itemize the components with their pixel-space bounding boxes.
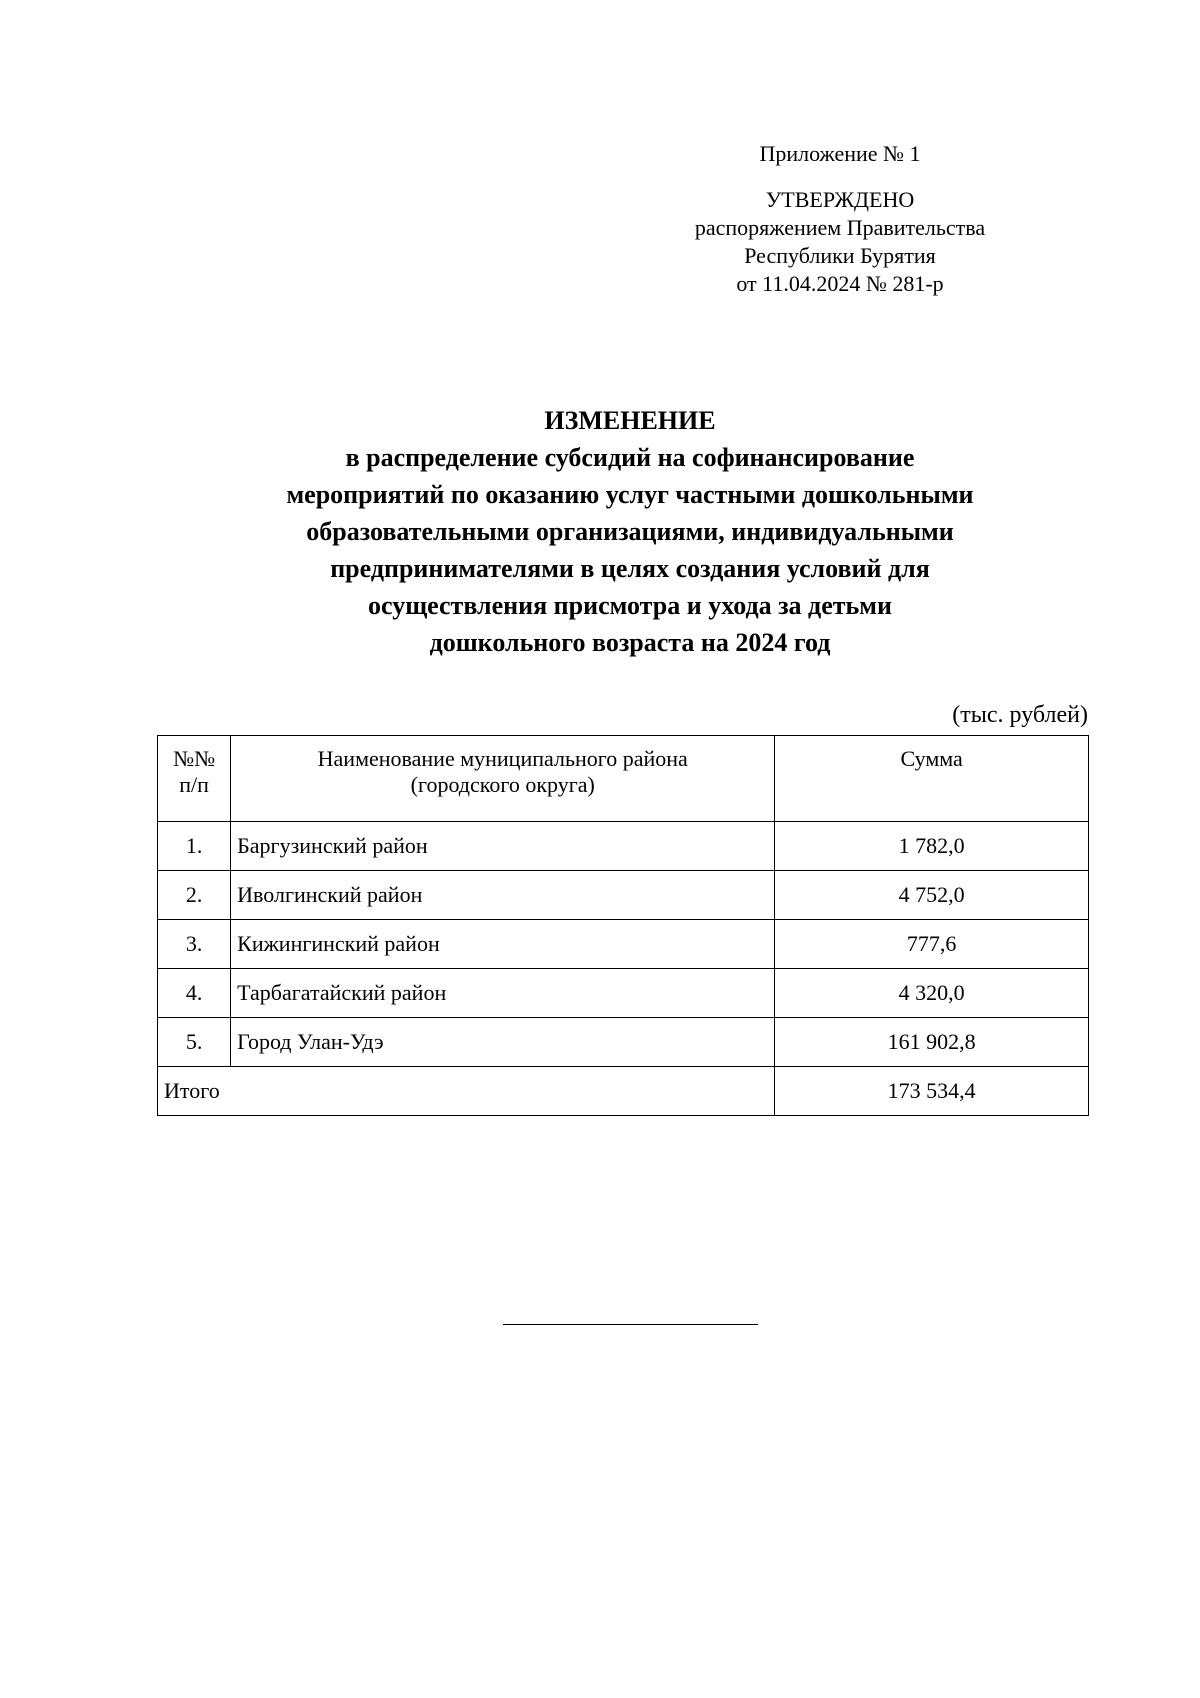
row-name: Иволгинский район [231, 871, 775, 920]
units-label: (тыс. рублей) [952, 702, 1088, 728]
title-line: дошкольного возраста на 2024 год [429, 628, 831, 657]
approval-date: от 11.04.2024 № 281-р [736, 271, 944, 296]
title-line: предпринимателями в целях создания условий для [330, 554, 930, 583]
title-line: в распределение субсидий на софинансирование [345, 443, 915, 472]
header-number [158, 736, 231, 822]
end-divider [503, 1324, 758, 1325]
row-sum: 1 782,0 [775, 822, 1089, 871]
row-sum: 4 320,0 [775, 969, 1089, 1018]
table-row [158, 822, 1089, 871]
approval-stamp: УТВЕРЖДЕНО [765, 187, 915, 212]
approval-authority-line1: распоряжением Правительства [694, 215, 986, 240]
row-sum: 161 902,8 [775, 1018, 1089, 1067]
total-label: Итого [158, 1067, 775, 1116]
table-row [158, 969, 1089, 1018]
row-name: Баргузинский район [231, 822, 775, 871]
header-name [231, 736, 775, 822]
header-number-line1: №№ [173, 746, 216, 771]
total-row [158, 1067, 1089, 1116]
row-sum: 777,6 [775, 920, 1089, 969]
table-row [158, 871, 1089, 920]
header-name-line1: Наименование муниципального района [317, 746, 688, 771]
row-number: 4. [158, 969, 231, 1018]
row-number: 3. [158, 920, 231, 969]
table-row [158, 1018, 1089, 1067]
total-sum: 173 534,4 [775, 1067, 1089, 1116]
title-line: осуществления присмотра и ухода за детьми [368, 591, 892, 620]
row-sum: 4 752,0 [775, 871, 1089, 920]
table-row [158, 920, 1089, 969]
table-header-row [158, 736, 1089, 822]
row-number: 5. [158, 1018, 231, 1067]
document-title [180, 402, 1080, 661]
approval-block [660, 140, 1020, 298]
annex-number: Приложение № 1 [759, 141, 921, 166]
title-heading: ИЗМЕНЕНИЕ [544, 406, 716, 435]
header-name-line2: (городского округа) [410, 772, 595, 797]
row-name: Кижингинский район [231, 920, 775, 969]
title-line: мероприятий по оказанию услуг частными дошкольными [286, 480, 974, 509]
header-number-line2: п/п [179, 772, 209, 797]
title-line: образовательными организациями, индивидуальными [306, 517, 954, 546]
approval-authority-line2: Республики Бурятия [744, 243, 936, 268]
header-sum: Сумма [775, 736, 1089, 822]
subsidy-table [157, 735, 1089, 1116]
row-number: 2. [158, 871, 231, 920]
row-number: 1. [158, 822, 231, 871]
row-name: Тарбагатайский район [231, 969, 775, 1018]
row-name: Город Улан-Удэ [231, 1018, 775, 1067]
